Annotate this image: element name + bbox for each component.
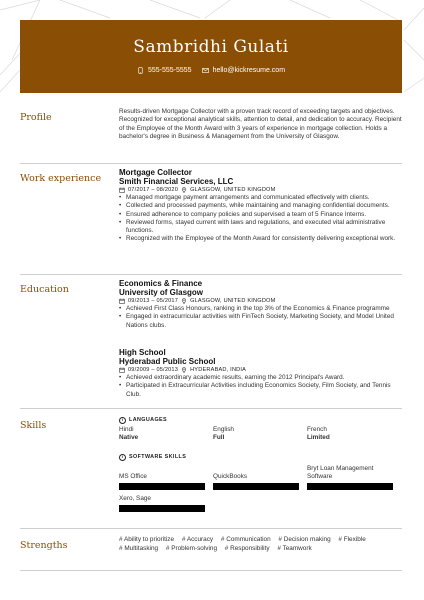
software-heading bbox=[119, 453, 402, 461]
section-divider bbox=[20, 528, 402, 529]
software-heading-label: SOFTWARE SKILLS bbox=[129, 454, 187, 461]
education-location: GLASGOW, UNITED KINGDOM bbox=[190, 298, 276, 304]
language-name: English bbox=[213, 426, 234, 434]
education-entry bbox=[119, 348, 402, 399]
language-item bbox=[119, 426, 213, 442]
skill-level-bar bbox=[307, 483, 393, 490]
section-divider bbox=[20, 408, 402, 409]
list-item: • Reviewed forms, stayed current with laws and regulations, and executed vital administrative functions. bbox=[119, 219, 402, 236]
phone-icon bbox=[137, 67, 144, 74]
languages-heading-label: LANGUAGES bbox=[129, 417, 168, 423]
location-pin-icon bbox=[181, 298, 187, 304]
skill-level-bar bbox=[119, 483, 205, 490]
skills-section bbox=[20, 413, 402, 525]
list-item: • Engaged in extracurricular activities with FinTech Society, Marketing Society, and Model United Nations clubs. bbox=[119, 313, 402, 330]
strength-tag: # Ability to prioritize bbox=[119, 536, 175, 543]
skill-level-bar bbox=[119, 505, 205, 512]
section-divider bbox=[20, 163, 402, 164]
education-degree: Economics & Finance bbox=[119, 279, 203, 288]
contact-info bbox=[20, 67, 402, 74]
software-icon: i bbox=[119, 454, 126, 461]
software-item bbox=[119, 473, 213, 490]
software-grid bbox=[119, 465, 402, 490]
strength-tag: # Multitasking bbox=[119, 545, 159, 552]
languages-heading bbox=[119, 416, 402, 424]
software-name: Bryt Loan Management Software bbox=[307, 464, 374, 480]
language-name: Hindi bbox=[119, 426, 134, 434]
education-section bbox=[20, 279, 402, 404]
education-meta bbox=[119, 366, 402, 374]
language-name: French bbox=[307, 426, 327, 434]
language-level: Native bbox=[119, 434, 139, 442]
software-item bbox=[119, 495, 213, 512]
software-item bbox=[307, 465, 401, 490]
phone-number: 555-555-5555 bbox=[147, 67, 192, 74]
language-item bbox=[213, 426, 307, 442]
strength-tag: # Communication bbox=[220, 536, 271, 543]
language-level: Full bbox=[213, 434, 225, 442]
language-item bbox=[307, 426, 401, 442]
list-item: • Achieved extraordinary academic results, earning the 2012 Principal's Award. bbox=[119, 374, 402, 382]
strength-tag: # Decision making bbox=[278, 536, 331, 543]
strength-tag: # Responsibility bbox=[224, 545, 270, 552]
envelope-icon bbox=[202, 67, 209, 74]
software-name: MS Office bbox=[119, 472, 147, 480]
job-meta bbox=[119, 186, 402, 194]
calendar-icon bbox=[119, 298, 125, 304]
education-degree: High School bbox=[119, 348, 166, 357]
software-item bbox=[213, 473, 307, 490]
skill-level-bar bbox=[213, 483, 299, 490]
email-address: hello@kickresume.com bbox=[212, 67, 286, 74]
strengths-section bbox=[20, 533, 402, 563]
language-level: Limited bbox=[307, 434, 330, 442]
phone-contact[interactable] bbox=[137, 67, 192, 74]
education-school: University of Glasgow bbox=[119, 288, 204, 297]
job-employer: Smith Financial Services, LLC bbox=[119, 177, 234, 186]
location-pin-icon bbox=[181, 187, 187, 193]
education-school: Hyderabad Public School bbox=[119, 357, 216, 366]
job-bullets bbox=[119, 194, 402, 244]
list-item: • Collected and processed payments, while maintaining and managing confidential documents. bbox=[119, 202, 402, 210]
candidate-name: Sambridhi Gulati bbox=[133, 37, 289, 57]
education-dates: 09/2013 – 05/2017 bbox=[128, 298, 179, 304]
job-dates: 07/2017 – 08/2020 bbox=[128, 187, 179, 193]
section-divider bbox=[20, 274, 402, 275]
location-pin-icon bbox=[181, 367, 187, 373]
education-dates: 09/2009 – 05/2013 bbox=[128, 367, 179, 373]
job-position: Mortgage Collector bbox=[119, 168, 192, 177]
work-section bbox=[20, 168, 402, 270]
strength-tag: # Problem-solving bbox=[165, 545, 218, 552]
section-divider bbox=[20, 570, 402, 571]
languages-icon: i bbox=[119, 417, 126, 424]
profile-text: Results-driven Mortgage Collector with a proven track record of exceeding targets and objectives. Recognized for exceptional analytical skills, attention to detail, and dedication to accuracy. Recipient of the Employee of the Month Award with 3 years of experience in mortgage collection. Holds a bachelor's degree in Business & Management from the University of Glasgow. bbox=[119, 108, 402, 140]
email-contact[interactable] bbox=[202, 67, 285, 74]
list-item: • Recognized with the Employee of the Month Award for consistently delivering exceptional work. bbox=[119, 235, 402, 243]
software-name: QuickBooks bbox=[213, 472, 248, 480]
list-item: • Achieved First Class Honours, ranking in the top 3% of the Economics & Finance programme bbox=[119, 305, 402, 313]
section-title-strengths: Strengths bbox=[20, 540, 68, 551]
languages-grid bbox=[119, 426, 402, 442]
list-item: • Managed mortgage payment arrangements and communicated effectively with clients. bbox=[119, 194, 402, 202]
job-entry bbox=[119, 168, 402, 244]
skills-content bbox=[119, 416, 402, 512]
calendar-icon bbox=[119, 367, 125, 373]
section-title-profile: Profile bbox=[20, 112, 52, 123]
education-location: HYDERABAD, INDIA bbox=[190, 367, 247, 373]
education-bullets bbox=[119, 305, 402, 330]
software-grid-row2 bbox=[119, 495, 402, 512]
education-entry bbox=[119, 279, 402, 330]
strength-tag: # Teamwork bbox=[277, 545, 312, 552]
resume-header bbox=[20, 20, 402, 93]
section-title-work: Work experience bbox=[20, 173, 102, 184]
strength-tag: # Accuracy bbox=[181, 536, 214, 543]
calendar-icon bbox=[119, 187, 125, 193]
strengths-list bbox=[119, 535, 402, 553]
list-item: • Participated in Extracurricular Activities including Economics Society, Film Society, and Tennis Club. bbox=[119, 382, 402, 399]
education-meta bbox=[119, 297, 402, 305]
education-bullets bbox=[119, 374, 402, 399]
strength-tag: # Flexible bbox=[338, 536, 366, 543]
list-item: • Ensured adherence to company policies and supervised a team of 5 Finance Interns. bbox=[119, 211, 402, 219]
section-title-skills: Skills bbox=[20, 420, 47, 431]
profile-section bbox=[20, 108, 402, 158]
job-location: GLASGOW, UNITED KINGDOM bbox=[190, 187, 276, 193]
software-name: Xero, Sage bbox=[119, 494, 151, 502]
section-title-education: Education bbox=[20, 284, 69, 295]
